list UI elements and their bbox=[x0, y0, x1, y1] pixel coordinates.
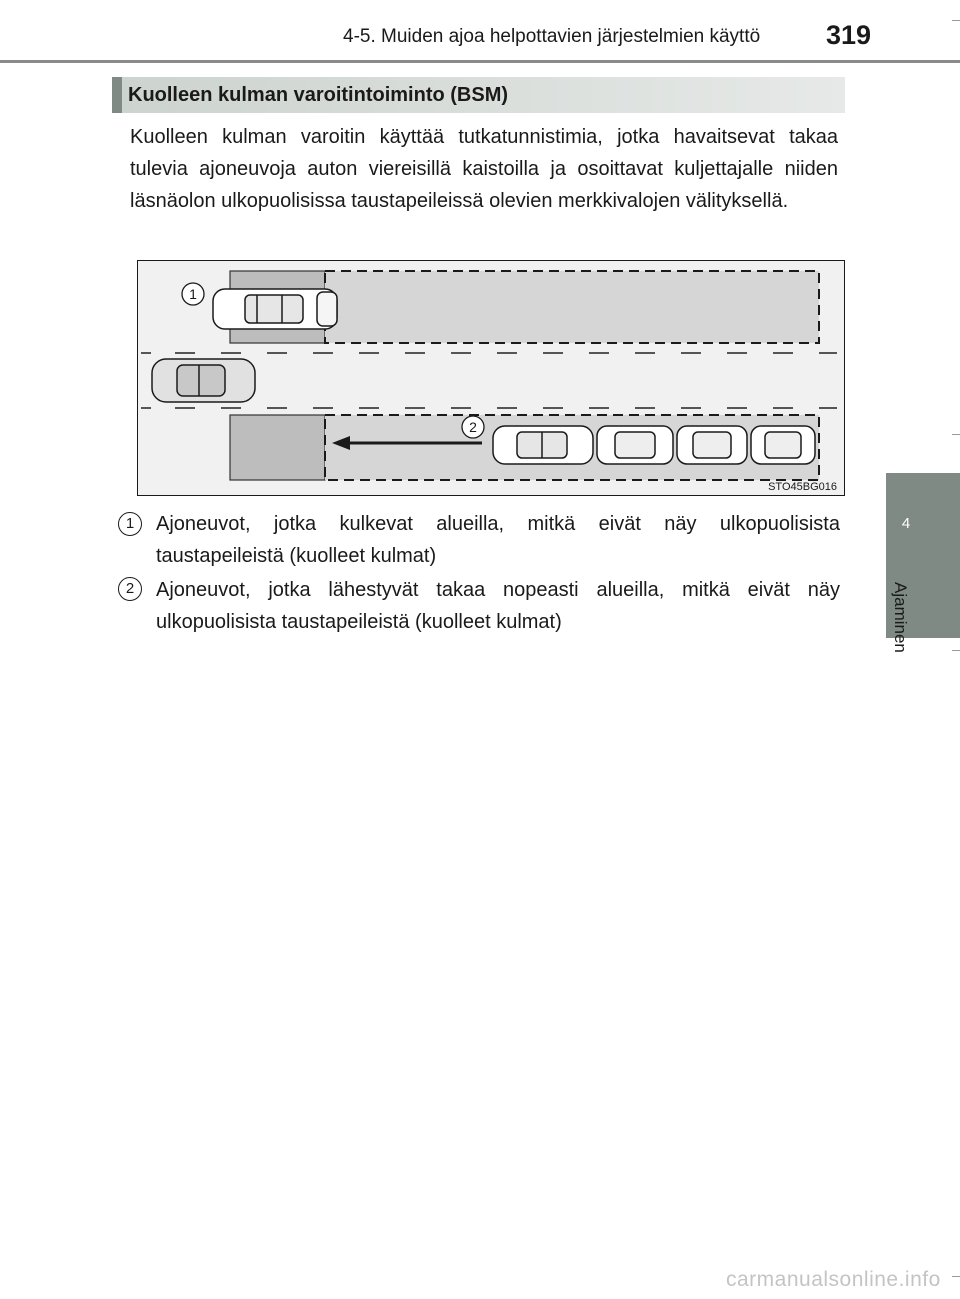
chapter-number: 4 bbox=[901, 515, 911, 532]
margin-tick bbox=[952, 20, 960, 21]
margin-tick bbox=[952, 1276, 960, 1277]
list-marker-2: 2 bbox=[118, 577, 142, 601]
detection-zone-1 bbox=[325, 271, 819, 343]
car-approaching-4 bbox=[751, 426, 815, 464]
margin-tick bbox=[952, 650, 960, 651]
blind-spot-zone-2 bbox=[230, 415, 325, 480]
bsm-diagram bbox=[137, 260, 845, 496]
car-approaching-2 bbox=[597, 426, 673, 464]
page-number: 319 bbox=[826, 20, 872, 50]
car-upper bbox=[213, 289, 337, 329]
car-approaching-1 bbox=[493, 426, 593, 464]
margin-tick bbox=[952, 434, 960, 435]
intro-paragraph: Kuolleen kulman varoitin käyttää tutkatunnistimia, jotka havaitsevat takaa tulevia ajoneuvoja auton viereisillä kaistoilla ja osoittavat kuljettajalle niiden läsnäolon ulkopuolisissa taustapeileissä olevien merkkivalojen välityksellä. bbox=[130, 126, 838, 212]
callout-2: 2 bbox=[469, 419, 477, 435]
callout-1: 1 bbox=[189, 286, 197, 302]
list-marker-1: 1 bbox=[118, 512, 142, 536]
header-rule bbox=[0, 60, 960, 63]
list-item-1: Ajoneuvot, jotka kulkevat alueilla, mitkä eivät näy ulkopuolisista taustapeileistä (kuolleet kulmat) bbox=[156, 513, 840, 567]
watermark: carmanualsonline.info bbox=[726, 1268, 941, 1291]
section-title: 4-5. Muiden ajoa helpottavien järjestelmien käyttö bbox=[343, 26, 761, 47]
own-car bbox=[152, 359, 255, 402]
list-item-2: Ajoneuvot, jotka lähestyvät takaa nopeasti alueilla, mitkä eivät näy ulkopuolisista taustapeileistä (kuolleet kulmat) bbox=[156, 579, 840, 633]
car-approaching-3 bbox=[677, 426, 747, 464]
chapter-label: Ajaminen bbox=[891, 582, 910, 653]
figure-code: STO45BG016 bbox=[768, 481, 837, 493]
section-heading: Kuolleen kulman varoitintoiminto (BSM) bbox=[128, 84, 509, 106]
